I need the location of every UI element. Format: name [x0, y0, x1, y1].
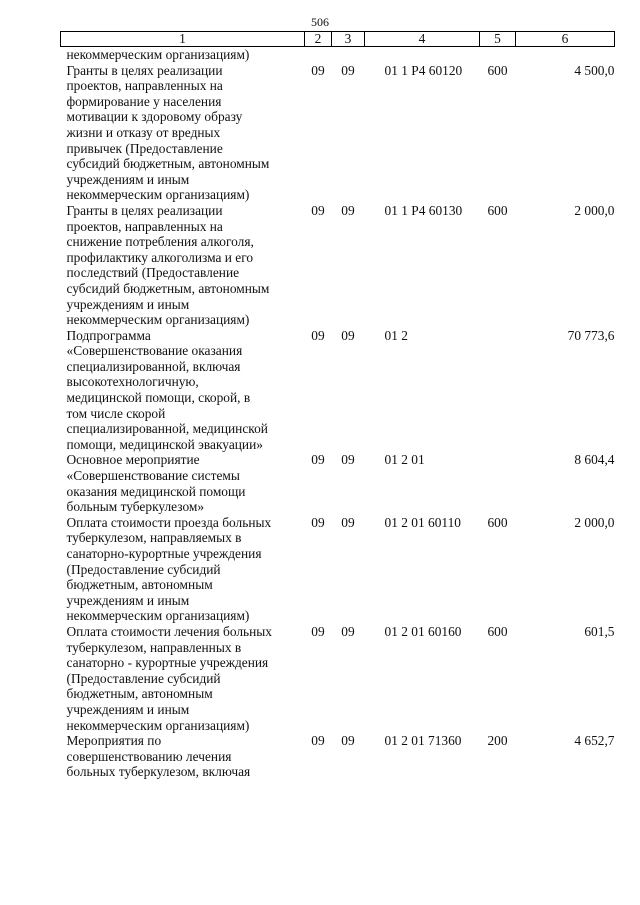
- item-name-line: санаторно-курортные учреждения: [66, 546, 262, 561]
- item-name-line: больных туберкулезом, включая: [66, 764, 251, 780]
- item-name-line: Основное мероприятие: [66, 452, 200, 468]
- item-name-cell: [61, 733, 305, 780]
- section-code-cell: 09: [311, 623, 325, 639]
- target-item-code-cell: 01 2 01 60160: [384, 623, 462, 639]
- budget-table: [60, 31, 615, 780]
- table-row: [61, 733, 615, 780]
- section-code-cell: 09: [311, 327, 325, 343]
- amount-cell: 601,5: [584, 623, 615, 639]
- item-name-line: медицинской помощи, скорой, в: [66, 390, 251, 406]
- item-name-line: жизни и отказу от вредных: [66, 124, 221, 140]
- amount-cell: 4 652,7: [574, 733, 615, 749]
- item-name-cell: [61, 328, 305, 453]
- target-item-code-cell: 01 1 P4 60130: [384, 202, 463, 218]
- item-name-line: Оплата стоимости лечения больных: [66, 623, 273, 639]
- column-header-2: 2: [305, 32, 332, 47]
- subsection-code-cell: 09: [341, 62, 355, 78]
- item-name-line: Гранты в целях реализации: [66, 202, 223, 218]
- item-name-cell: [61, 515, 305, 624]
- section-code-cell: [305, 47, 332, 63]
- target-item-code-cell: 01 2 01 71360: [384, 733, 462, 749]
- table-row: [61, 515, 615, 624]
- amount-cell: 4 500,0: [574, 62, 615, 78]
- item-name-line: некоммерческим организациям): [66, 47, 250, 62]
- item-name-line: некоммерческим организациям): [66, 312, 250, 328]
- item-name-line: привычек (Предоставление: [66, 140, 223, 156]
- table-row: [61, 203, 615, 328]
- item-name-line: специализированной, включая: [66, 358, 241, 374]
- table-row: [61, 452, 615, 514]
- item-name-line: учреждениям и иным: [66, 171, 190, 187]
- item-name-line: бюджетным, автономным: [66, 577, 213, 593]
- column-header-1: 1: [61, 32, 305, 47]
- item-name-line: санаторно - курортные учреждения: [66, 655, 269, 671]
- subsection-code-cell: 09: [341, 514, 355, 530]
- item-name-cell: [61, 63, 305, 203]
- item-name-line: специализированной, медицинской: [66, 421, 268, 437]
- item-name-line: некоммерческим организациям): [66, 608, 250, 624]
- item-name-line: Оплата стоимости проезда больных: [66, 514, 272, 530]
- item-name-cell: [61, 624, 305, 733]
- table-row: [61, 328, 615, 453]
- item-name-line: «Совершенствование системы: [66, 468, 240, 484]
- item-name-cell: [61, 203, 305, 328]
- item-name-line: том числе скорой: [66, 405, 166, 421]
- item-name-line: совершенствованию лечения: [66, 748, 232, 764]
- expense-type-cell: 600: [487, 62, 508, 78]
- item-name-line: Мероприятия по: [66, 733, 162, 749]
- expense-type-cell: [480, 452, 516, 514]
- expense-type-cell: 200: [487, 733, 508, 749]
- amount-cell: 2 000,0: [574, 514, 615, 530]
- column-header-5: 5: [480, 32, 516, 47]
- section-code-cell: 09: [311, 514, 325, 530]
- table-row: [61, 47, 615, 63]
- item-name-line: учреждениям и иным: [66, 592, 190, 608]
- item-name-cell: [61, 452, 305, 514]
- target-item-code-cell: [365, 47, 480, 63]
- column-header-4: 4: [365, 32, 480, 47]
- item-name-cell: [61, 47, 305, 63]
- expense-type-cell: 600: [487, 514, 508, 530]
- table-header: [61, 32, 615, 47]
- item-name-line: (Предоставление субсидий: [66, 561, 221, 577]
- item-name-line: учреждениям и иным: [66, 701, 190, 717]
- table-body: [61, 47, 615, 780]
- item-name-line: помощи, медицинской эвакуации»: [66, 436, 263, 452]
- table-row: [61, 624, 615, 733]
- amount-cell: 8 604,4: [574, 452, 615, 468]
- expense-type-cell: 600: [487, 202, 508, 218]
- subsection-code-cell: 09: [341, 733, 355, 749]
- item-name-line: субсидий бюджетным, автономным: [66, 280, 270, 296]
- item-name-line: (Предоставление субсидий: [66, 670, 221, 686]
- subsection-code-cell: 09: [341, 327, 355, 343]
- amount-cell: 2 000,0: [574, 202, 615, 218]
- item-name-line: мотивации к здоровому образу: [66, 109, 243, 125]
- column-header-3: 3: [332, 32, 365, 47]
- table-row: [61, 63, 615, 203]
- section-code-cell: 09: [311, 452, 325, 468]
- expense-type-cell: 600: [487, 623, 508, 639]
- column-header-6: 6: [516, 32, 615, 47]
- item-name-line: снижение потребления алкоголя,: [66, 234, 254, 250]
- section-code-cell: 09: [311, 202, 325, 218]
- amount-cell: 70 773,6: [567, 327, 615, 343]
- item-name-line: формирование у населения: [66, 93, 222, 109]
- item-name-line: «Совершенствование оказания: [66, 343, 243, 359]
- item-name-line: проектов, направленных на: [66, 218, 223, 234]
- target-item-code-cell: 01 2: [384, 327, 408, 343]
- item-name-line: последствий (Предоставление: [66, 265, 240, 281]
- item-name-line: туберкулезом, направляемых в: [66, 530, 242, 546]
- item-name-line: туберкулезом, направленных в: [66, 639, 242, 655]
- page-number: 506: [311, 15, 329, 29]
- item-name-line: некоммерческим организациям): [66, 187, 250, 203]
- section-code-cell: 09: [311, 733, 325, 749]
- section-code-cell: 09: [311, 62, 325, 78]
- target-item-code-cell: 01 2 01 60110: [384, 514, 461, 530]
- item-name-line: учреждениям и иным: [66, 296, 190, 312]
- item-name-line: больным туберкулезом»: [66, 499, 205, 515]
- item-name-line: Подпрограмма: [66, 327, 151, 343]
- target-item-code-cell: 01 2 01: [384, 452, 425, 468]
- subsection-code-cell: 09: [341, 202, 355, 218]
- subsection-code-cell: 09: [341, 623, 355, 639]
- item-name-line: Гранты в целях реализации: [66, 62, 223, 78]
- expense-type-cell: [480, 47, 516, 63]
- item-name-line: оказания медицинской помощи: [66, 483, 246, 499]
- item-name-line: субсидий бюджетным, автономным: [66, 156, 270, 172]
- item-name-line: высокотехнологичную,: [66, 374, 199, 390]
- target-item-code-cell: 01 1 P4 60120: [384, 62, 463, 78]
- item-name-line: бюджетным, автономным: [66, 686, 213, 702]
- amount-cell: [516, 47, 615, 63]
- item-name-line: профилактику алкоголизма и его: [66, 249, 254, 265]
- subsection-code-cell: [332, 47, 365, 63]
- item-name-line: некоммерческим организациям): [66, 717, 250, 733]
- expense-type-cell: [480, 328, 516, 453]
- subsection-code-cell: 09: [341, 452, 355, 468]
- item-name-line: проектов, направленных на: [66, 78, 223, 94]
